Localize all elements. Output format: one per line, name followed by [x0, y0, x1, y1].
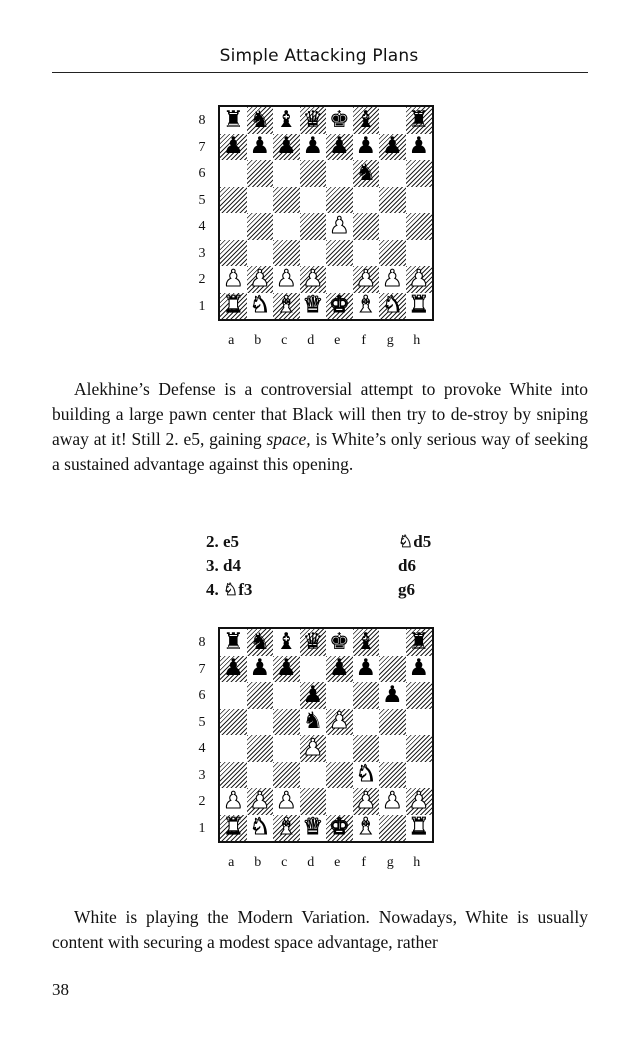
white-bishop-icon: ♝ — [275, 814, 297, 841]
white-pawn-icon: ♟ — [302, 265, 324, 292]
file-label: a — [228, 855, 235, 870]
board-square-g6 — [379, 160, 406, 187]
board-square-a6 — [220, 160, 247, 187]
file-label: d — [307, 855, 315, 870]
board-square-a4 — [220, 735, 247, 762]
board-square-d8 — [300, 629, 327, 656]
board-square-b4 — [247, 213, 274, 240]
white-pawn-icon: ♟ — [381, 265, 403, 292]
white-knight-icon: ♞ — [381, 292, 403, 319]
board-square-g2 — [379, 266, 406, 293]
white-pawn-icon: ♟ — [302, 734, 324, 761]
board-square-h4 — [406, 213, 433, 240]
file-label: b — [254, 855, 262, 870]
paragraph-text: Alekhine’s Defense is a controversial attempt to provoke White into building a large pawn center that Black will then try to de-stroy by sniping away at it! Still 2. e5, gaining — [52, 379, 588, 449]
chess-board — [218, 105, 434, 321]
white-rook-icon: ♜ — [222, 814, 244, 841]
board-square-e6 — [326, 682, 353, 709]
running-header: Simple Attacking Plans — [219, 46, 419, 66]
board-square-a2 — [220, 266, 247, 293]
board-square-a5 — [220, 709, 247, 736]
move-row — [206, 530, 466, 554]
rank-label: 5 — [198, 714, 206, 730]
rank-label: 6 — [198, 688, 206, 703]
board-square-e4 — [326, 213, 353, 240]
board-square-h3 — [406, 762, 433, 789]
board-square-b2 — [247, 266, 274, 293]
black-pawn-icon: ♟ — [355, 655, 377, 682]
black-queen-icon: ♛ — [302, 106, 324, 133]
white-move: 2. e5 — [206, 532, 240, 551]
white-queen-icon: ♛ — [302, 814, 324, 841]
board-square-d4 — [300, 735, 327, 762]
board-square-f7 — [353, 656, 380, 683]
board-square-c6 — [273, 160, 300, 187]
board-square-c1 — [273, 293, 300, 320]
black-knight-icon: ♞ — [249, 628, 271, 655]
file-label: g — [386, 855, 394, 870]
board-square-c7 — [273, 134, 300, 161]
board-square-a1 — [220, 293, 247, 320]
board-square-b3 — [247, 240, 274, 267]
board-square-g5 — [379, 709, 406, 736]
white-pawn-icon: ♟ — [275, 265, 297, 292]
file-labels — [218, 855, 430, 871]
board-square-f5 — [353, 709, 380, 736]
black-bishop-icon: ♝ — [355, 628, 377, 655]
board-square-e1 — [326, 815, 353, 842]
board-square-b4 — [247, 735, 274, 762]
black-pawn-icon: ♟ — [275, 133, 297, 160]
white-rook-icon: ♜ — [408, 292, 430, 319]
white-pawn-icon: ♟ — [381, 787, 403, 814]
board-square-d3 — [300, 762, 327, 789]
rank-label: 7 — [198, 661, 206, 677]
file-label: h — [413, 333, 421, 348]
black-knight-icon: ♞ — [355, 159, 377, 186]
board-square-a8 — [220, 629, 247, 656]
board-square-e2 — [326, 788, 353, 815]
white-bishop-icon: ♝ — [275, 292, 297, 319]
board-square-d6 — [300, 160, 327, 187]
rank-labels — [190, 630, 214, 842]
board-square-d1 — [300, 815, 327, 842]
rank-label: 4 — [198, 741, 206, 756]
board-square-d4 — [300, 213, 327, 240]
board-square-h3 — [406, 240, 433, 267]
board-square-g1 — [379, 815, 406, 842]
paragraph-text: is White’s only serious way of seeking a sustained advantage against this opening. — [52, 429, 589, 474]
white-pawn-icon: ♟ — [328, 708, 350, 735]
file-label: f — [361, 333, 367, 348]
black-knight-icon: ♞ — [302, 708, 324, 735]
board-square-g5 — [379, 187, 406, 214]
white-pawn-icon: ♟ — [222, 787, 244, 814]
board-square-a4 — [220, 213, 247, 240]
board-square-h6 — [406, 682, 433, 709]
black-pawn-icon: ♟ — [222, 655, 244, 682]
white-knight-icon: ♞ — [355, 761, 377, 788]
board-square-a7 — [220, 656, 247, 683]
black-move: g6 — [398, 580, 415, 599]
board-square-b8 — [247, 629, 274, 656]
white-pawn-icon: ♟ — [408, 265, 430, 292]
rank-label: 1 — [198, 820, 206, 836]
board-square-c3 — [273, 240, 300, 267]
board-square-c2 — [273, 266, 300, 293]
black-pawn-icon: ♟ — [408, 133, 430, 160]
board-square-a2 — [220, 788, 247, 815]
board-square-d5 — [300, 187, 327, 214]
board-square-e2 — [326, 266, 353, 293]
header-rule — [52, 72, 588, 73]
file-label: f — [361, 855, 367, 870]
board-square-g2 — [379, 788, 406, 815]
move-list — [206, 530, 466, 602]
black-pawn-icon: ♟ — [302, 133, 324, 160]
board-square-e7 — [326, 656, 353, 683]
board-square-d2 — [300, 788, 327, 815]
file-label: e — [334, 855, 341, 870]
file-label: a — [228, 333, 235, 348]
board-square-f8 — [353, 629, 380, 656]
board-square-e7 — [326, 134, 353, 161]
board-square-f4 — [353, 213, 380, 240]
file-label: c — [281, 855, 288, 870]
board-square-a7 — [220, 134, 247, 161]
white-pawn-icon: ♟ — [222, 265, 244, 292]
board-square-g7 — [379, 656, 406, 683]
black-bishop-icon: ♝ — [275, 106, 297, 133]
board-square-g8 — [379, 629, 406, 656]
black-pawn-icon: ♟ — [381, 681, 403, 708]
black-rook-icon: ♜ — [408, 106, 430, 133]
file-label: c — [281, 333, 288, 348]
board-square-d6 — [300, 682, 327, 709]
board-square-b8 — [247, 107, 274, 134]
board-square-a3 — [220, 240, 247, 267]
black-pawn-icon: ♟ — [275, 655, 297, 682]
white-move: 4. ♘f3 — [206, 580, 253, 599]
board-square-g7 — [379, 134, 406, 161]
white-rook-icon: ♜ — [408, 814, 430, 841]
board-square-e5 — [326, 709, 353, 736]
board-square-a3 — [220, 762, 247, 789]
board-square-f3 — [353, 240, 380, 267]
white-pawn-icon: ♟ — [249, 787, 271, 814]
file-labels — [218, 333, 430, 349]
black-pawn-icon: ♟ — [328, 655, 350, 682]
board-square-g1 — [379, 293, 406, 320]
board-square-b2 — [247, 788, 274, 815]
board-square-c6 — [273, 682, 300, 709]
white-knight-icon: ♞ — [249, 292, 271, 319]
board-square-c2 — [273, 788, 300, 815]
rank-label: 7 — [198, 139, 206, 155]
rank-label: 5 — [198, 192, 206, 208]
white-queen-icon: ♛ — [302, 292, 324, 319]
black-rook-icon: ♜ — [222, 106, 244, 133]
black-knight-icon: ♞ — [249, 106, 271, 133]
black-queen-icon: ♛ — [302, 628, 324, 655]
board-square-c4 — [273, 735, 300, 762]
board-square-c5 — [273, 187, 300, 214]
board-square-d3 — [300, 240, 327, 267]
white-pawn-icon: ♟ — [355, 787, 377, 814]
board-square-g6 — [379, 682, 406, 709]
board-square-e8 — [326, 629, 353, 656]
paragraph-alekhine — [52, 377, 588, 477]
board-square-h5 — [406, 709, 433, 736]
white-pawn-icon: ♟ — [355, 265, 377, 292]
board-square-c1 — [273, 815, 300, 842]
rank-label: 2 — [198, 272, 206, 287]
page-number: 38 — [52, 980, 69, 999]
board-square-f1 — [353, 293, 380, 320]
board-square-c3 — [273, 762, 300, 789]
board-square-e8 — [326, 107, 353, 134]
board-square-b7 — [247, 656, 274, 683]
rank-label: 8 — [198, 113, 206, 128]
rank-label: 8 — [198, 635, 206, 650]
board-square-a6 — [220, 682, 247, 709]
board-square-f6 — [353, 160, 380, 187]
board-square-h5 — [406, 187, 433, 214]
board-square-h8 — [406, 107, 433, 134]
file-label: h — [413, 855, 421, 870]
board-square-e4 — [326, 735, 353, 762]
board-square-f8 — [353, 107, 380, 134]
move-row — [206, 578, 466, 602]
board-square-b6 — [247, 682, 274, 709]
board-square-d7 — [300, 134, 327, 161]
board-square-b7 — [247, 134, 274, 161]
board-square-b1 — [247, 815, 274, 842]
black-pawn-icon: ♟ — [249, 133, 271, 160]
board-square-b1 — [247, 293, 274, 320]
black-king-icon: ♚ — [328, 628, 350, 655]
white-rook-icon: ♜ — [222, 292, 244, 319]
board-square-b6 — [247, 160, 274, 187]
board-square-d1 — [300, 293, 327, 320]
black-pawn-icon: ♟ — [355, 133, 377, 160]
white-move: 3. d4 — [206, 556, 241, 575]
board-square-g4 — [379, 213, 406, 240]
board-square-f4 — [353, 735, 380, 762]
board-square-c7 — [273, 656, 300, 683]
board-square-f2 — [353, 266, 380, 293]
board-square-c8 — [273, 107, 300, 134]
board-square-h2 — [406, 788, 433, 815]
board-square-g3 — [379, 762, 406, 789]
board-square-b5 — [247, 187, 274, 214]
black-bishop-icon: ♝ — [275, 628, 297, 655]
board-square-f5 — [353, 187, 380, 214]
board-square-h7 — [406, 134, 433, 161]
board-square-h6 — [406, 160, 433, 187]
white-pawn-icon: ♟ — [408, 787, 430, 814]
board-square-h4 — [406, 735, 433, 762]
black-pawn-icon: ♟ — [302, 681, 324, 708]
rank-label: 6 — [198, 166, 206, 181]
board-square-f2 — [353, 788, 380, 815]
black-pawn-icon: ♟ — [222, 133, 244, 160]
rank-label: 3 — [198, 245, 206, 261]
board-square-f6 — [353, 682, 380, 709]
board-square-h1 — [406, 815, 433, 842]
rank-label: 1 — [198, 298, 206, 314]
white-knight-icon: ♞ — [249, 814, 271, 841]
board-square-g3 — [379, 240, 406, 267]
rank-label: 4 — [198, 219, 206, 234]
rank-labels — [190, 108, 214, 320]
white-king-icon: ♚ — [328, 292, 350, 319]
black-pawn-icon: ♟ — [249, 655, 271, 682]
rank-label: 3 — [198, 767, 206, 783]
board-square-e1 — [326, 293, 353, 320]
board-square-c5 — [273, 709, 300, 736]
board-square-a8 — [220, 107, 247, 134]
board-square-c4 — [273, 213, 300, 240]
board-square-h8 — [406, 629, 433, 656]
board-square-h7 — [406, 656, 433, 683]
paragraph-modern-variation: White is playing the Modern Variation. Nowadays, White is usually content with securing a modest space advantage, rather — [52, 907, 588, 952]
white-king-icon: ♚ — [328, 814, 350, 841]
board-square-g8 — [379, 107, 406, 134]
move-row — [206, 554, 466, 578]
board-square-d2 — [300, 266, 327, 293]
board-square-d8 — [300, 107, 327, 134]
file-label: g — [386, 333, 394, 348]
file-label: d — [307, 333, 315, 348]
board-square-f7 — [353, 134, 380, 161]
white-bishop-icon: ♝ — [355, 292, 377, 319]
board-square-e6 — [326, 160, 353, 187]
board-square-c8 — [273, 629, 300, 656]
chess-board — [218, 627, 434, 843]
white-bishop-icon: ♝ — [355, 814, 377, 841]
board-square-b5 — [247, 709, 274, 736]
emphasis-space: space, — [266, 429, 311, 449]
file-label: b — [254, 333, 262, 348]
board-square-e5 — [326, 187, 353, 214]
board-square-e3 — [326, 240, 353, 267]
white-pawn-icon: ♟ — [328, 212, 350, 239]
black-king-icon: ♚ — [328, 106, 350, 133]
board-square-f1 — [353, 815, 380, 842]
black-move: d6 — [398, 556, 416, 575]
board-square-f3 — [353, 762, 380, 789]
board-square-h1 — [406, 293, 433, 320]
black-bishop-icon: ♝ — [355, 106, 377, 133]
board-square-d5 — [300, 709, 327, 736]
rank-label: 2 — [198, 794, 206, 809]
black-pawn-icon: ♟ — [381, 133, 403, 160]
board-square-h2 — [406, 266, 433, 293]
white-pawn-icon: ♟ — [249, 265, 271, 292]
black-move: ♘d5 — [398, 532, 432, 551]
file-label: e — [334, 333, 341, 348]
black-rook-icon: ♜ — [408, 628, 430, 655]
black-rook-icon: ♜ — [222, 628, 244, 655]
board-square-a5 — [220, 187, 247, 214]
board-square-e3 — [326, 762, 353, 789]
board-square-a1 — [220, 815, 247, 842]
board-square-b3 — [247, 762, 274, 789]
white-pawn-icon: ♟ — [275, 787, 297, 814]
black-pawn-icon: ♟ — [328, 133, 350, 160]
board-square-g4 — [379, 735, 406, 762]
board-square-d7 — [300, 656, 327, 683]
black-pawn-icon: ♟ — [408, 655, 430, 682]
